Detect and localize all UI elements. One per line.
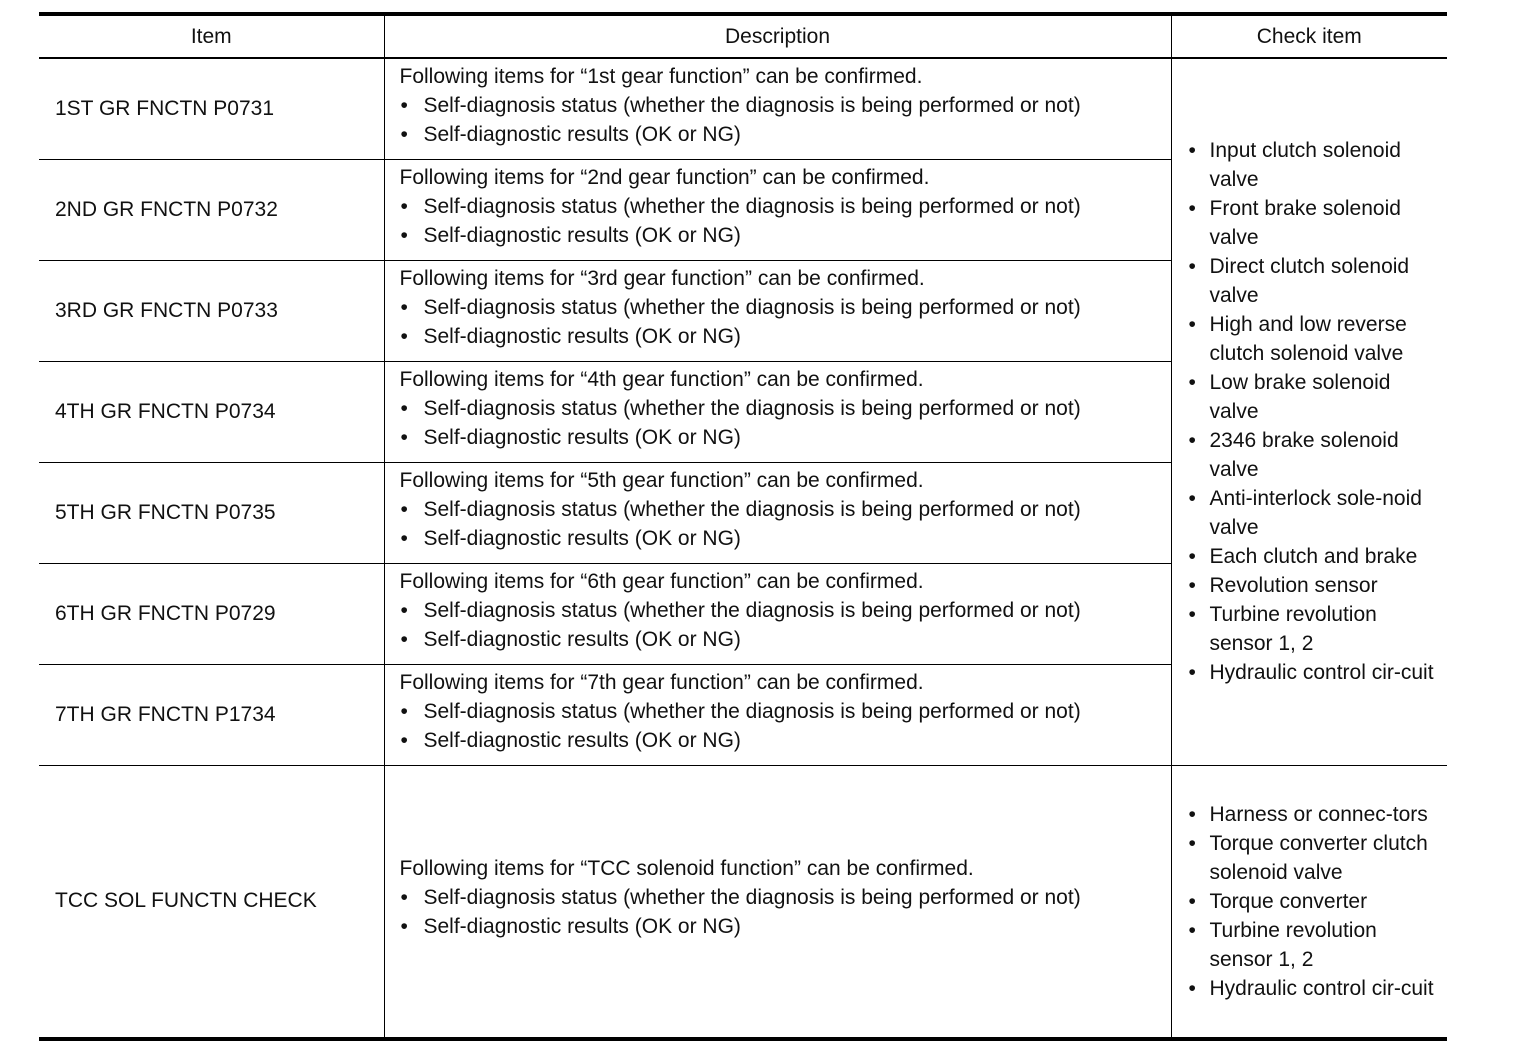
bullet-text: Front brake solenoid valve xyxy=(1209,197,1401,250)
diagnosis-table xyxy=(39,12,1447,1041)
description-cell xyxy=(384,664,1171,765)
bullet-item xyxy=(400,423,1171,452)
bullet-item xyxy=(400,726,1171,755)
bullet-dot: • xyxy=(1188,371,1196,395)
bullet-dot: • xyxy=(1188,429,1196,453)
description-cell xyxy=(384,361,1171,462)
bullet-dot: • xyxy=(400,497,408,521)
header-item: Item xyxy=(190,24,232,48)
item-cell: TCC SOL FUNCTN CHECK xyxy=(39,765,384,1039)
bullet-dot: • xyxy=(1188,197,1196,221)
bullet-dot: • xyxy=(400,598,408,622)
bullet-item xyxy=(400,120,1171,149)
table-row xyxy=(39,58,1447,159)
bullet-dot: • xyxy=(400,123,408,146)
bullet-item xyxy=(1188,368,1442,426)
bullet-item xyxy=(400,221,1171,250)
item-cell: 7TH GR FNCTN P1734 xyxy=(39,664,384,765)
description-cell xyxy=(384,260,1171,361)
bullet-text: 2346 brake solenoid valve xyxy=(1209,429,1399,482)
bullet-item xyxy=(400,293,1171,322)
description-points xyxy=(400,697,1171,755)
bullet-dot: • xyxy=(1188,976,1196,1000)
bullet-dot: • xyxy=(1188,487,1196,511)
bullet-text: Self-diagnostic results (OK or NG) xyxy=(423,425,741,449)
bullet-dot: • xyxy=(1188,603,1196,627)
bullet-text: Hydraulic control cir-cuit xyxy=(1209,976,1434,1000)
bullet-dot: • xyxy=(1188,313,1196,337)
bullet-text: Self-diagnosis status (whether the diagnosis is being performed or not) xyxy=(423,885,1081,909)
bullet-item xyxy=(400,912,1171,941)
bullet-text: Self-diagnosis status (whether the diagnosis is being performed or not) xyxy=(423,94,1081,117)
bullet-dot: • xyxy=(400,94,408,117)
bullet-dot: • xyxy=(400,295,408,319)
bullet-item xyxy=(1188,600,1442,658)
tcc-check-items-cell xyxy=(1171,765,1447,1039)
item-cell: 4TH GR FNCTN P0734 xyxy=(39,361,384,462)
bullet-text: Self-diagnosis status (whether the diagnosis is being performed or not) xyxy=(423,699,1081,723)
item-cell: 6TH GR FNCTN P0729 xyxy=(39,563,384,664)
description-intro: Following items for “6th gear function” can be confirmed. xyxy=(399,569,924,593)
bullet-text: Self-diagnostic results (OK or NG) xyxy=(423,324,741,348)
bullet-item xyxy=(1188,426,1442,484)
description-points xyxy=(400,596,1171,654)
bullet-item xyxy=(1188,484,1442,542)
bullet-text: Direct clutch solenoid valve xyxy=(1209,255,1410,308)
bullet-dot: • xyxy=(1188,661,1196,685)
description-cell xyxy=(384,159,1171,260)
bullet-dot: • xyxy=(1188,255,1196,279)
bullet-dot: • xyxy=(400,223,408,247)
description-points xyxy=(400,495,1171,553)
bullet-dot: • xyxy=(1188,574,1196,598)
bullet-text: Torque converter xyxy=(1209,889,1368,913)
bullet-item xyxy=(1188,658,1442,687)
description-points xyxy=(400,91,1171,149)
bullet-dot: • xyxy=(400,699,408,723)
bullet-item xyxy=(1188,829,1442,887)
tcc-check-items xyxy=(1188,800,1442,1003)
description-intro: Following items for “3rd gear function” can be confirmed. xyxy=(399,266,925,290)
bullet-item xyxy=(1188,887,1442,916)
item-cell: 2ND GR FNCTN P0732 xyxy=(39,159,384,260)
bullet-dot: • xyxy=(400,914,408,938)
bullet-dot: • xyxy=(1188,831,1196,855)
bullet-text: Self-diagnosis status (whether the diagnosis is being performed or not) xyxy=(423,497,1081,521)
bullet-item xyxy=(400,697,1171,726)
description-points xyxy=(400,293,1171,351)
bullet-text: Self-diagnosis status (whether the diagnosis is being performed or not) xyxy=(423,295,1081,319)
description-cell xyxy=(384,563,1171,664)
bullet-item xyxy=(400,322,1171,351)
bullet-dot: • xyxy=(400,885,408,909)
header-row xyxy=(39,14,1447,58)
bullet-item xyxy=(1188,136,1442,194)
bullet-dot: • xyxy=(1188,139,1196,163)
bullet-dot: • xyxy=(400,194,408,218)
bullet-item xyxy=(400,91,1171,120)
description-cell xyxy=(384,765,1171,1039)
bullet-dot: • xyxy=(400,526,408,550)
gear-check-items xyxy=(1188,136,1442,687)
item-cell: 1ST GR FNCTN P0731 xyxy=(39,58,384,159)
bullet-text: Low brake solenoid valve xyxy=(1209,371,1391,424)
bullet-item xyxy=(1188,800,1442,829)
bullet-dot: • xyxy=(400,627,408,651)
bullet-item xyxy=(400,394,1171,423)
bullet-item xyxy=(1188,310,1442,368)
bullet-item xyxy=(1188,571,1442,600)
description-cell xyxy=(384,462,1171,563)
bullet-dot: • xyxy=(400,425,408,449)
description-intro: Following items for “2nd gear function” can be confirmed. xyxy=(399,165,930,189)
description-intro: Following items for “1st gear function” can be confirmed. xyxy=(399,65,923,88)
bullet-item xyxy=(400,524,1171,553)
bullet-text: Self-diagnosis status (whether the diagnosis is being performed or not) xyxy=(423,194,1081,218)
item-cell: 5TH GR FNCTN P0735 xyxy=(39,462,384,563)
description-cell xyxy=(384,58,1171,159)
bullet-text: High and low reverse clutch solenoid valve xyxy=(1209,313,1407,366)
bullet-text: Self-diagnostic results (OK or NG) xyxy=(423,728,741,752)
bullet-item xyxy=(1188,194,1442,252)
bullet-dot: • xyxy=(400,396,408,420)
bullet-text: Anti-interlock sole-noid valve xyxy=(1209,487,1422,540)
description-points xyxy=(400,394,1171,452)
bullet-text: Each clutch and brake xyxy=(1209,545,1418,569)
bullet-dot: • xyxy=(400,728,408,752)
bullet-text: Harness or connec-tors xyxy=(1209,802,1428,826)
description-intro: Following items for “7th gear function” can be confirmed. xyxy=(399,670,924,694)
bullet-item xyxy=(1188,542,1442,571)
bullet-text: Self-diagnosis status (whether the diagnosis is being performed or not) xyxy=(423,396,1081,420)
bullet-text: Self-diagnostic results (OK or NG) xyxy=(423,914,741,938)
bullet-text: Revolution sensor xyxy=(1209,574,1378,598)
bullet-text: Input clutch solenoid valve xyxy=(1209,139,1401,192)
table-body xyxy=(39,58,1447,1039)
bullet-item xyxy=(400,596,1171,625)
description-intro: Following items for “TCC solenoid function” can be confirmed. xyxy=(399,856,974,880)
bullet-item xyxy=(400,883,1171,912)
bullet-item xyxy=(1188,916,1442,974)
bullet-text: Self-diagnostic results (OK or NG) xyxy=(423,223,741,247)
bullet-item xyxy=(400,495,1171,524)
bullet-dot: • xyxy=(400,324,408,348)
table-header xyxy=(39,14,1447,58)
description-points xyxy=(400,883,1171,941)
bullet-text: Self-diagnostic results (OK or NG) xyxy=(423,627,741,651)
description-intro: Following items for “4th gear function” can be confirmed. xyxy=(399,367,924,391)
bullet-item xyxy=(1188,252,1442,310)
description-points xyxy=(400,192,1171,250)
bullet-text: Hydraulic control cir-cuit xyxy=(1209,661,1434,685)
bullet-dot: • xyxy=(1188,918,1196,942)
bullet-text: Torque converter clutch solenoid valve xyxy=(1209,831,1428,884)
bullet-text: Self-diagnosis status (whether the diagnosis is being performed or not) xyxy=(423,598,1081,622)
bullet-dot: • xyxy=(1188,889,1196,913)
bullet-text: Self-diagnostic results (OK or NG) xyxy=(423,526,741,550)
table-row xyxy=(39,765,1447,1039)
description-intro: Following items for “5th gear function” can be confirmed. xyxy=(399,468,924,492)
bullet-dot: • xyxy=(1188,802,1196,826)
bullet-text: Turbine revolution sensor 1, 2 xyxy=(1209,603,1377,656)
bullet-dot: • xyxy=(1188,545,1196,569)
bullet-item xyxy=(400,625,1171,654)
bullet-item xyxy=(1188,974,1442,1003)
bullet-text: Self-diagnostic results (OK or NG) xyxy=(423,123,741,146)
check-items-cell xyxy=(1171,58,1447,765)
item-cell: 3RD GR FNCTN P0733 xyxy=(39,260,384,361)
bullet-item xyxy=(400,192,1171,221)
header-check-item: Check item xyxy=(1171,14,1447,58)
header-description: Description xyxy=(384,14,1171,58)
bullet-text: Turbine revolution sensor 1, 2 xyxy=(1209,918,1377,971)
